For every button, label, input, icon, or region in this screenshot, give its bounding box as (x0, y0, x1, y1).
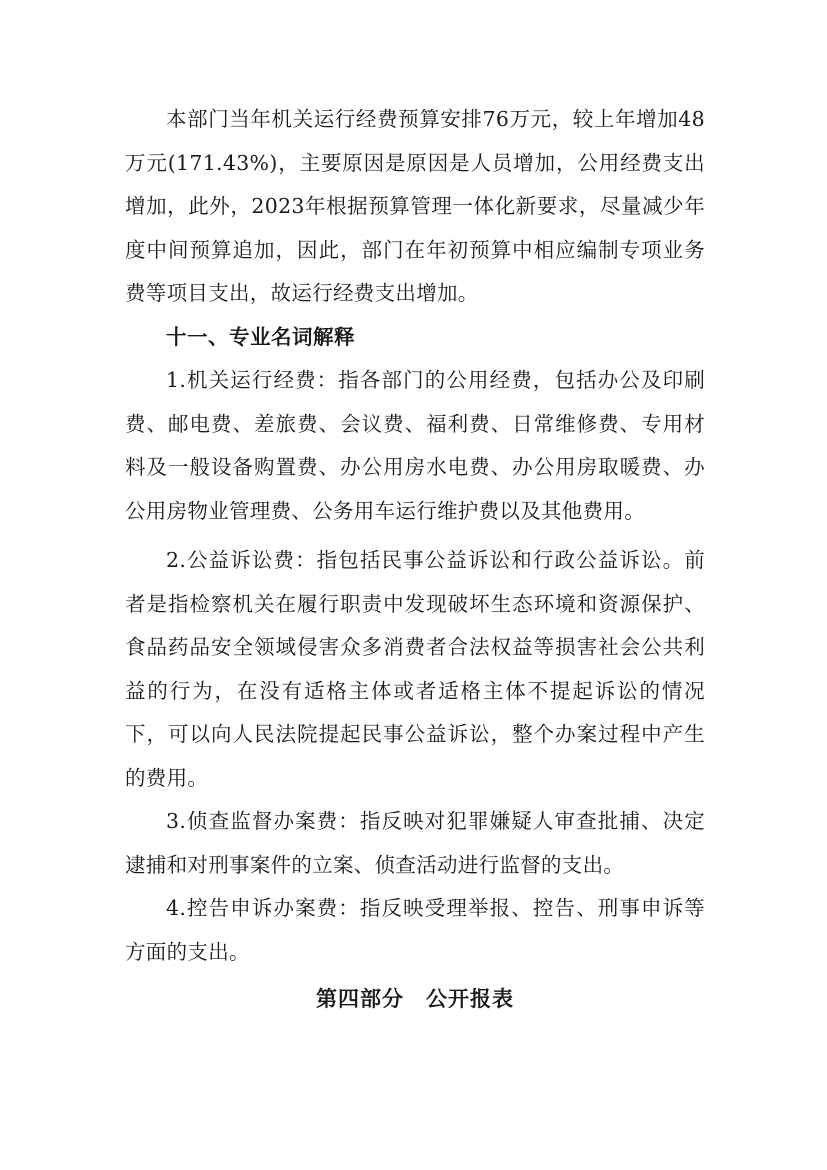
definition-complaint-appeal: 4.控告申诉办案费：指反映受理举报、控告、刑事申诉等方面的支出。 (125, 896, 705, 964)
definition-operating-expense: 1.机关运行经费：指各部门的公用经费，包括办公及印刷费、邮电费、差旅费、会议费、福利费、日常维修费、专用材料及一般设备购置费、办公用房水电费、办公用房取暖费、办公用房物业管理费、公务用车运行维护费以及其他费用。 (125, 368, 705, 523)
part-title-name: 公开报表 (426, 987, 514, 1011)
definition-investigation-supervision: 3.侦查监督办案费：指反映对犯罪嫌疑人审查批捕、决定逮捕和对刑事案件的立案、侦查活动进行监督的支出。 (125, 809, 705, 877)
part-title (125, 978, 705, 1022)
definition-public-interest-litigation: 2.公益诉讼费：指包括民事公益诉讼和行政公益诉讼。前者是指检察机关在履行职责中发现破坏生态环境和资源保护、食品药品安全领域侵害众多消费者合法权益等损害社会公共利益的行为，在没有适格主体或者适格主体不提起诉讼的情况下，可以向人民法院提起民事公益诉讼，整个办案过程中产生的费用。 (125, 548, 705, 790)
document-body (125, 98, 705, 1022)
section-heading-glossary: 十一、专业名词解释 (166, 324, 355, 349)
paragraph-operating-budget: 本部门当年机关运行经费预算安排76万元，较上年增加48万元(171.43%)，主要原因是原因是人员增加，公用经费支出增加，此外，2023年根据预算管理一体化新要求，尽量减少年度中间预算追加，因此，部门在年初预算中相应编制专项业务费等项目支出，故运行经费支出增加。 (125, 107, 705, 305)
part-title-number: 第四部分 (316, 987, 404, 1011)
